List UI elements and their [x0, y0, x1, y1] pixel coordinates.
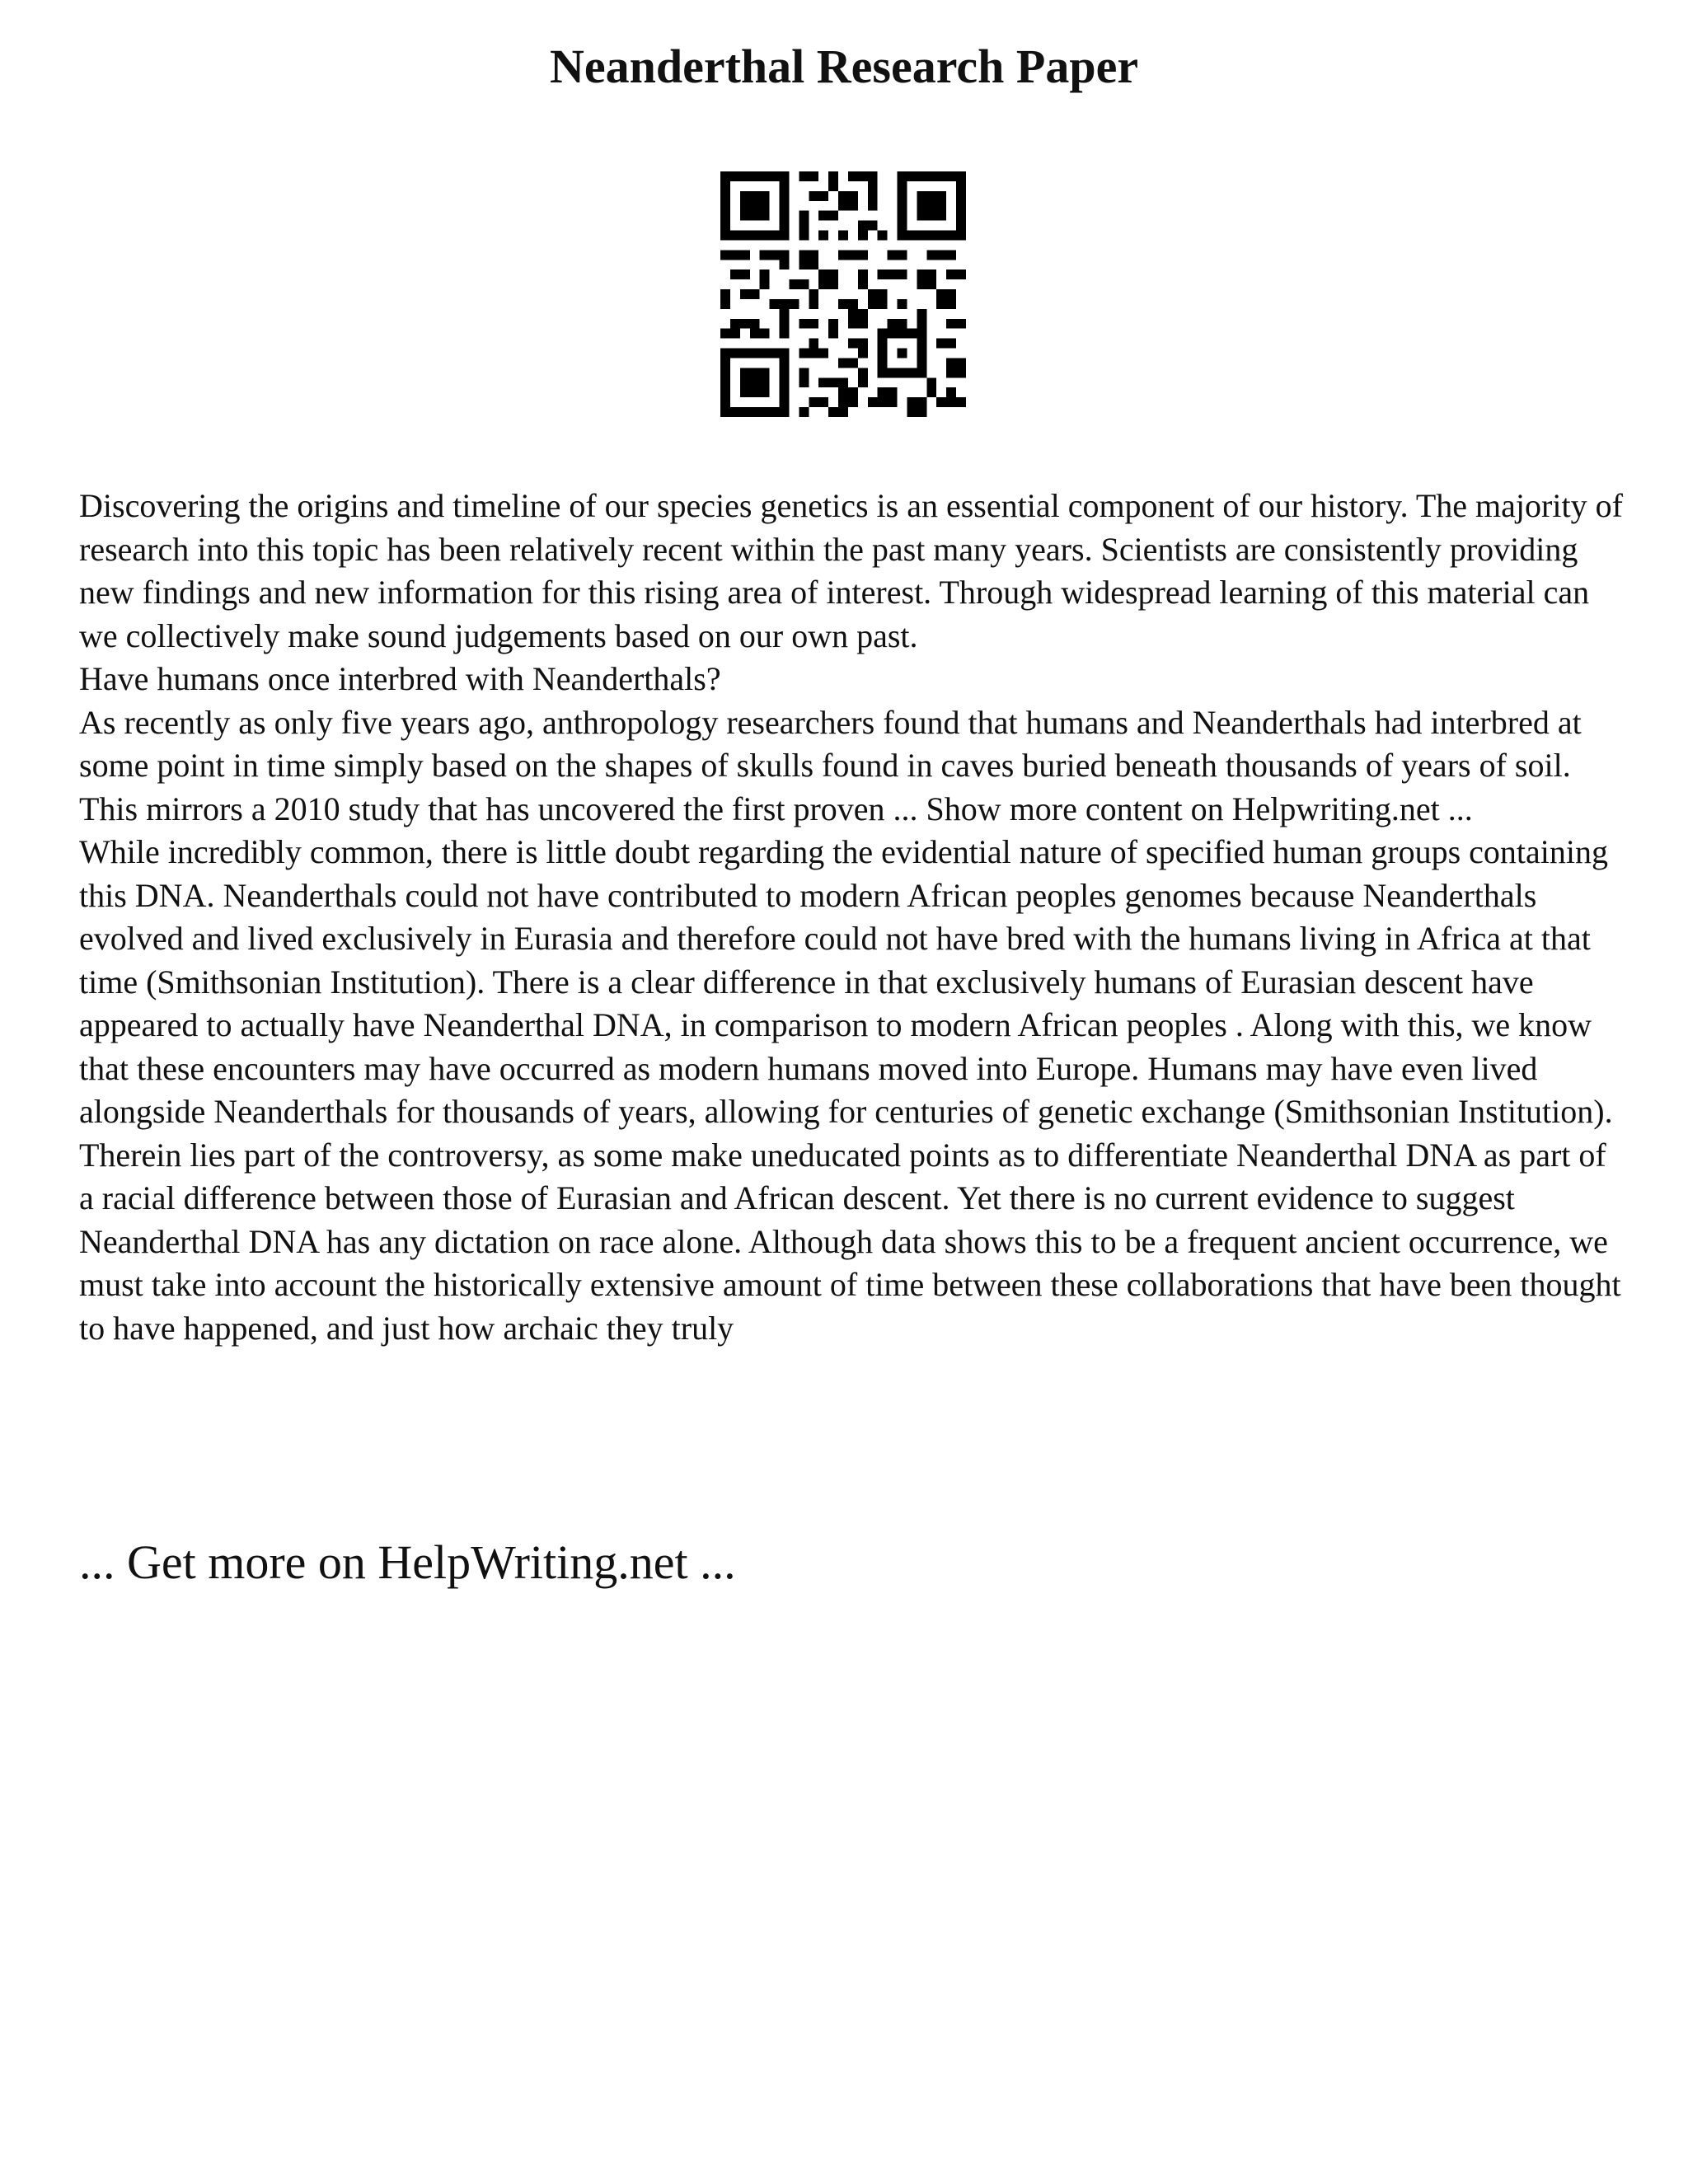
- article-body: [79, 485, 1629, 1350]
- paragraph-intro: Discovering the origins and timeline of our species genetics is an essential component of our history. The majority of research into this topic has been relatively recent within the past many years. Scientists are consistently providing new findings and new information for this rising area of interest. Through widespread learning of this material can we collectively make sound judgements based on our own past.: [79, 487, 1623, 654]
- get-more-link[interactable]: ... Get more on HelpWriting.net ...: [79, 1535, 736, 1589]
- page-title: Neanderthal Research Paper: [549, 40, 1139, 93]
- qr-code-icon: [720, 171, 966, 417]
- paragraph-evidence: While incredibly common, there is little doubt regarding the evidential nature of specified human groups containing this DNA. Neanderthals could not have contributed to modern African peoples genomes because Neanderthals evolved and lived exclusively in Eurasia and therefore could not have bred with the humans living in Africa at that time (Smithsonian Institution). There is a clear difference in that exclusively humans of Eurasian descent have appeared to actually have Neanderthal DNA, in comparison to modern African peoples . Along with this, we know that these encounters may have occurred as modern humans moved into Europe. Humans may have even lived alongside Neanderthals for thousands of years, allowing for centuries of genetic exchange (Smithsonian Institution). Therein lies part of the controversy, as some make uneducated points as to differentiate Neanderthal DNA as part of a racial difference between those of Eurasian and African descent. Yet there is no current evidence to suggest Neanderthal DNA has any dictation on race alone. Although data shows this to be a frequent ancient occurrence, we must take into account the historically extensive amount of time between these collaborations that have been thought to have happened, and just how archaic they truly: [79, 833, 1621, 1347]
- paragraph-interbreeding: As recently as only five years ago, anthropology researchers found that humans and Neanderthals had interbred at some point in time simply based on the shapes of skulls found in caves buried beneath thousands of years of soil. This mirrors a 2010 study that has uncovered the first proven ... Show more content on Helpwriting.net ...: [79, 703, 1582, 827]
- paragraph-question: Have humans once interbred with Neanderthals?: [79, 660, 721, 697]
